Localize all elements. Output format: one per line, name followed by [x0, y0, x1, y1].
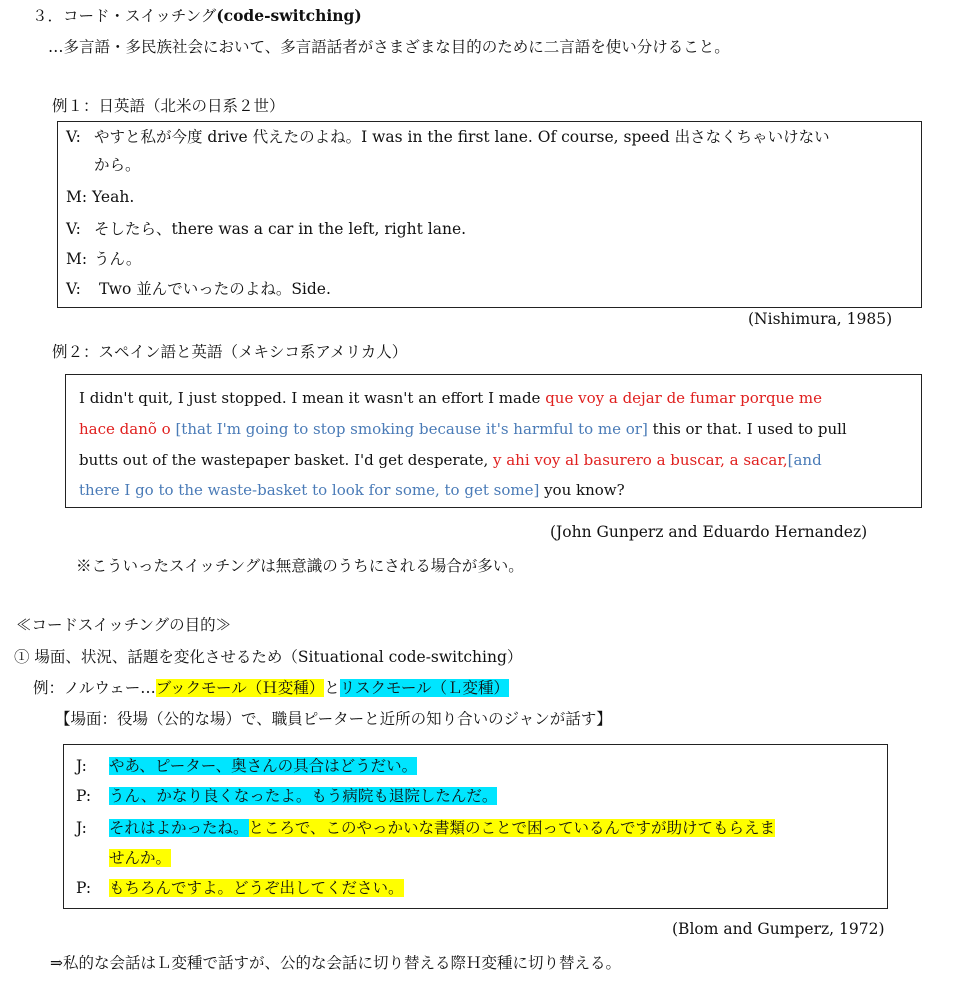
purposes-heading: ≪コードスイッチングの目的≫	[16, 616, 232, 634]
example1-line: から。	[94, 156, 141, 174]
purpose-item-1: ① 場面、状況、話題を変化させるため（Situational code-switching）	[14, 648, 523, 666]
example2-line: there I go to the waste-basket to look for some, to get some] you know?	[79, 481, 625, 499]
example1-line: M: うん。	[66, 250, 142, 268]
example1-line: V: やすと私が今度 drive 代えたのよね。I was in the first lane. Of course, speed 出さなくちゃいけない	[66, 128, 830, 146]
dialogue-line: P: もちろんですよ。どうぞ出してください。	[76, 879, 404, 897]
dialogue-line: P: うん、かなり良くなったよ。もう病院も退院したんだ。	[76, 787, 498, 805]
dialogue-citation: (Blom and Gumperz, 1972)	[672, 920, 885, 938]
example2-citation: (John Gunperz and Eduardo Hernandez)	[550, 523, 868, 541]
example2-line: hace danõ o [that I'm going to stop smoking because it's harmful to me or] this or that. I used to pull	[79, 420, 847, 438]
dialogue-line: せんか。	[109, 849, 172, 867]
example1-line: V: そしたら、there was a car in the left, right lane.	[66, 220, 467, 238]
purpose-example: 例：ノルウェー…ブックモール（Ｈ変種）とリスクモール（Ｌ変種）	[33, 679, 510, 697]
example2-box	[65, 374, 922, 508]
example1-line: V: Two 並んでいったのよね。Side.	[66, 280, 331, 298]
scene-description: 【場面：役場（公的な場）で、職員ピーターと近所の知り合いのジャンが話す】	[55, 710, 612, 728]
example1-citation: (Nishimura, 1985)	[748, 310, 893, 328]
dialogue-box	[63, 744, 888, 909]
example2-heading: 例２：スペイン語と英語（メキシコ系アメリカ人）	[52, 343, 408, 361]
example2-line: I didn't quit, I just stopped. I mean it wasn't an effort I made que voy a dejar de fumar porque me	[79, 389, 822, 407]
dialogue-line: J: やあ、ピーター、奥さんの具合はどうだい。	[76, 757, 418, 775]
example2-line: butts out of the wastepaper basket. I'd get desperate, y ahi voy al basurero a buscar, a sacar,[and	[79, 451, 822, 469]
example1-box	[57, 121, 922, 308]
dialogue-line: J: それはよかったね。ところで、このやっかいな書類のことで困っているんですが助けてもらえま	[76, 819, 776, 837]
example1-heading: 例１：日英語（北米の日系２世）	[52, 97, 285, 115]
section-title: ３．コード・スイッチング(code-switching)	[32, 6, 362, 25]
example1-line: M: Yeah.	[66, 188, 135, 206]
note-text: ※こういったスイッチングは無意識のうちにされる場合が多い。	[76, 557, 524, 575]
conclusion-text: ⇒私的な会話はＬ変種で話すが、公的な会話に切り替える際Ｈ変種に切り替える。	[50, 954, 621, 972]
definition-text: …多言語・多民族社会において、多言語話者がさまざまな目的のために二言語を使い分けること。	[48, 38, 730, 56]
